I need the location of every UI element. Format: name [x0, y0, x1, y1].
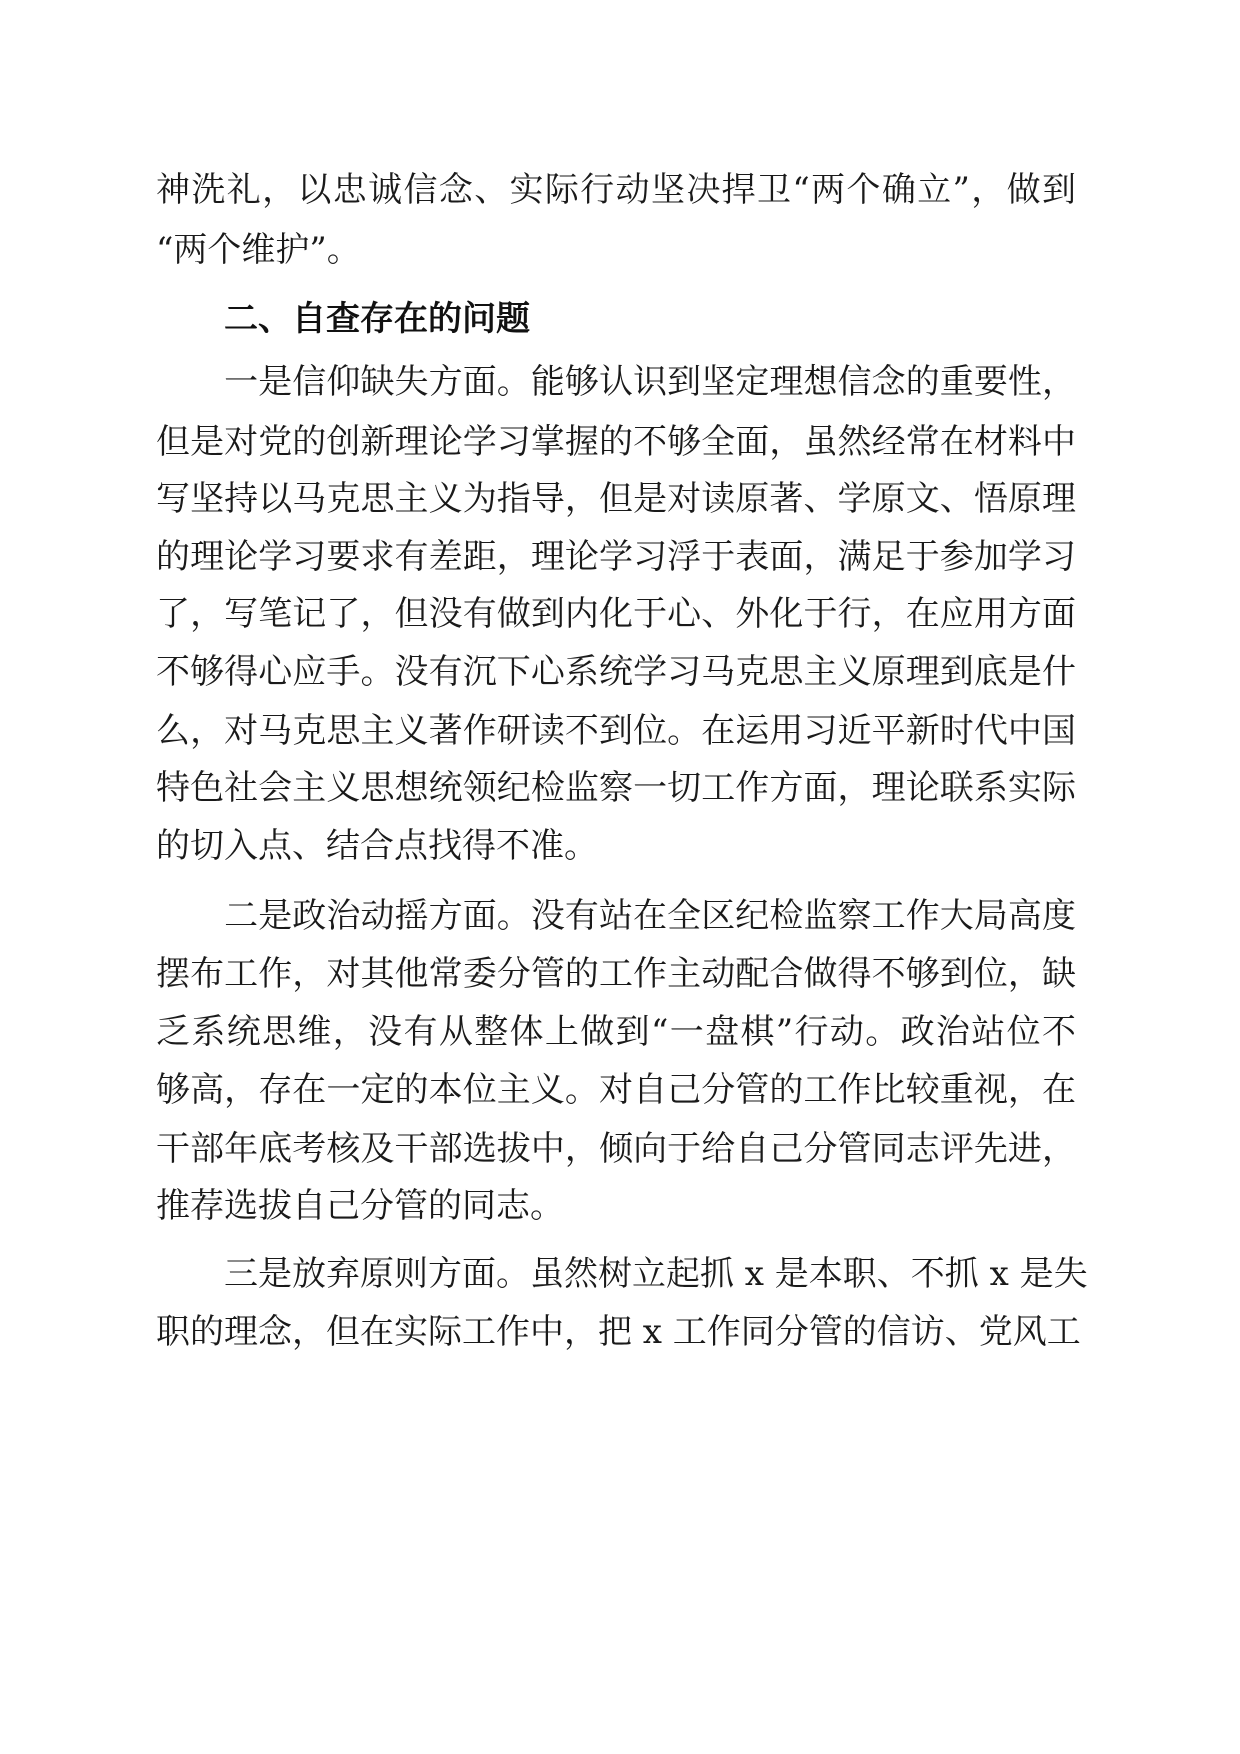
text-line: 的切入点、结合点找得不准。 [156, 826, 598, 866]
text-line: 神洗礼，以忠诚信念、实际行动坚决捍卫“两个确立”，做到 [156, 170, 1076, 210]
text-line: 二是政治动摇方面。没有站在全区纪检监察工作大局高度 [156, 896, 1076, 936]
text-line: 但是对党的创新理论学习掌握的不够全面，虽然经常在材料中 [156, 422, 1076, 462]
text-line: 的理论学习要求有差距，理论学习浮于表面，满足于参加学习 [156, 537, 1076, 577]
text-line: 推荐选拔自己分管的同志。 [156, 1186, 564, 1226]
text-line: “两个维护”。 [156, 230, 361, 270]
text-line: 一是信仰缺失方面。能够认识到坚定理想信念的重要性， [156, 362, 1076, 402]
text-line: 写坚持以马克思主义为指导，但是对读原著、学原文、悟原理 [156, 479, 1076, 519]
text-line: 够高，存在一定的本位主义。对自己分管的工作比较重视，在 [156, 1070, 1076, 1110]
section-heading: 二、自查存在的问题 [224, 299, 530, 339]
text-line: 职的理念，但在实际工作中，把 x 工作同分管的信访、党风工 [156, 1312, 1081, 1352]
text-line: 乏系统思维，没有从整体上做到“一盘棋”行动。政治站位不 [156, 1012, 1076, 1052]
text-line: 三是放弃原则方面。虽然树立起抓 x 是本职、不抓 x 是失 [156, 1254, 1088, 1294]
text-line: 不够得心应手。没有沉下心系统学习马克思主义原理到底是什 [156, 652, 1076, 692]
text-line: 特色社会主义思想统领纪检监察一切工作方面，理论联系实际 [156, 768, 1076, 808]
text-line: 了，写笔记了，但没有做到内化于心、外化于行，在应用方面 [156, 594, 1076, 634]
text-line: 干部年底考核及干部选拔中，倾向于给自己分管同志评先进， [156, 1129, 1076, 1169]
text-line: 摆布工作，对其他常委分管的工作主动配合做得不够到位，缺 [156, 954, 1076, 994]
text-line: 么，对马克思主义著作研读不到位。在运用习近平新时代中国 [156, 711, 1076, 751]
